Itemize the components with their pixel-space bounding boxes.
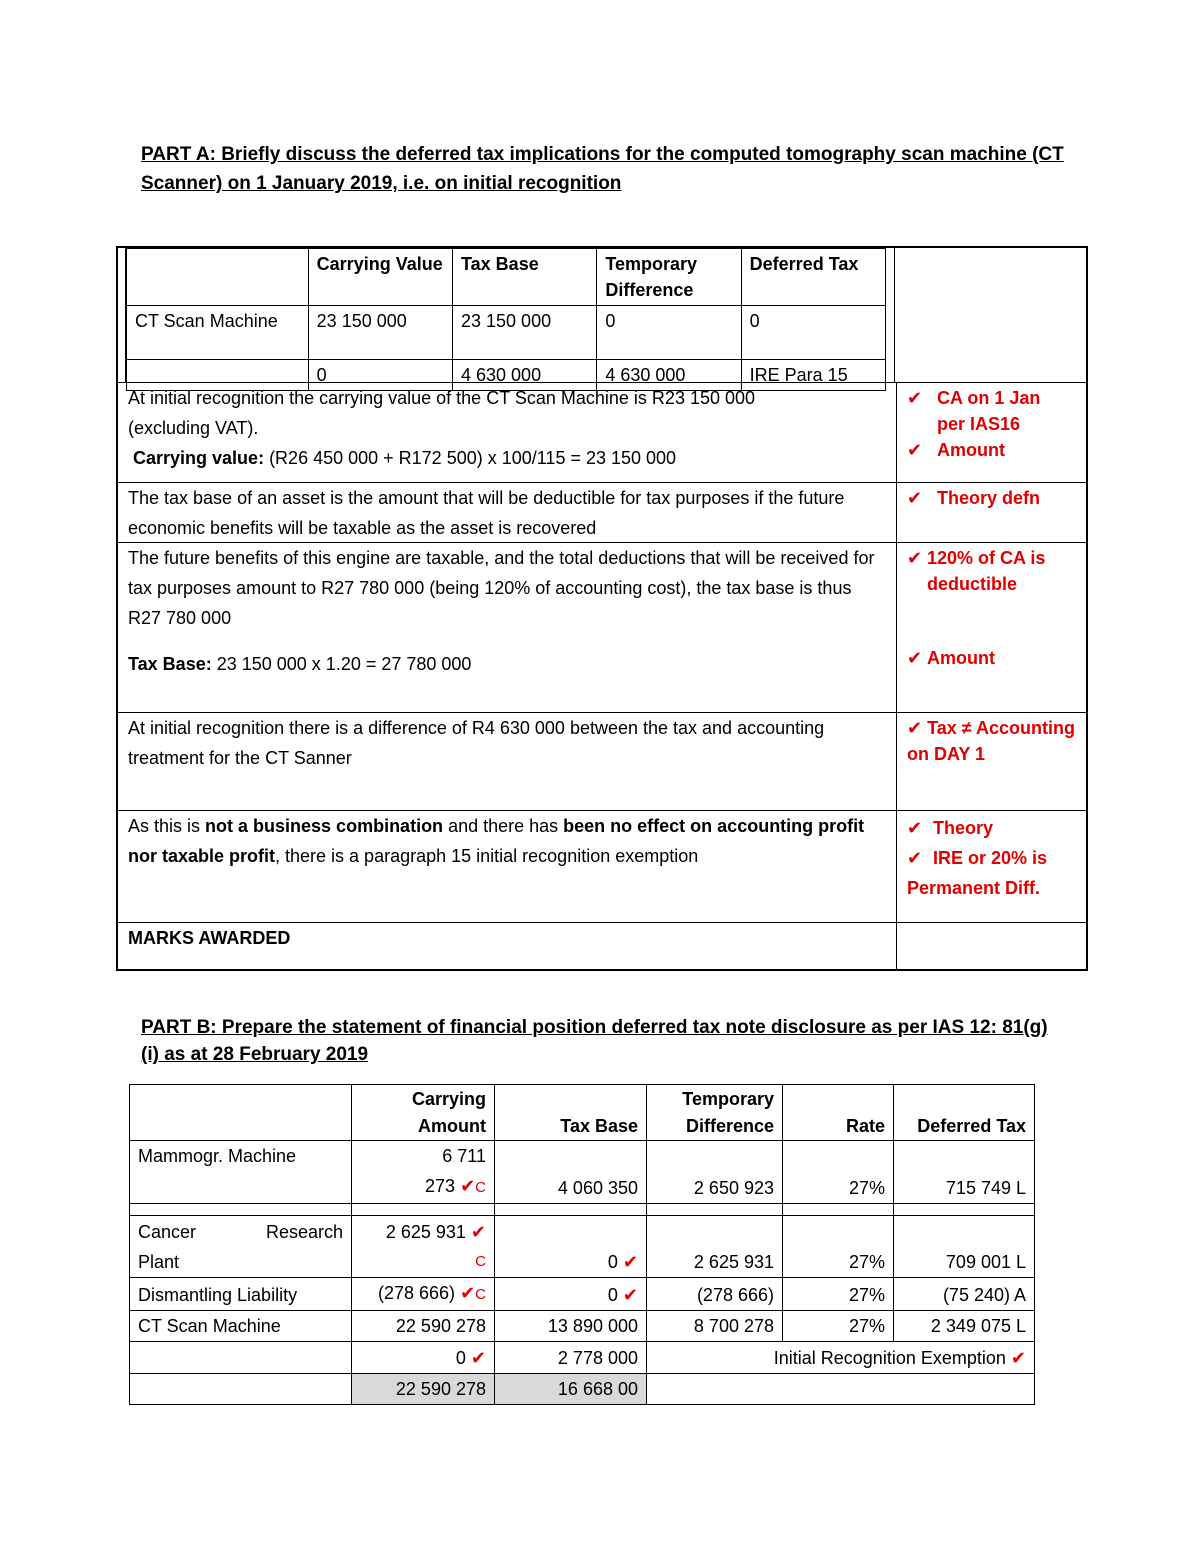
cell-value: 2 625 931 [385,1222,466,1242]
part-a-row-marks [118,922,1086,969]
mark-label: CA on 1 Jan per IAS16 [937,388,1041,434]
check-icon: ✔ [1010,1348,1026,1368]
check-icon: ✔ [907,718,923,738]
cell-value: 715 749 L [894,1141,1035,1204]
check-icon: ✔ [622,1285,638,1305]
marks-awarded-cell [896,923,1086,969]
calculation: (R26 450 000 + R172 500) x 100/115 = 23 150 000 [264,448,677,468]
part-a-table [116,246,1088,971]
check-icon: ✔ [907,648,923,668]
row-label: Mammogr. Machine [130,1141,352,1204]
cell-value: 13 890 000 [495,1311,647,1342]
check-icon: ✔ [907,440,923,460]
c-mark: C [475,1179,486,1196]
header-deferred-tax: Deferred Tax [741,249,885,306]
table-row [130,1342,1035,1374]
mark-label: Theory [933,818,994,838]
cell-value: 4 060 350 [495,1141,647,1204]
cell-value: (75 240) A [894,1278,1035,1311]
mark-label: Theory defn [937,488,1041,508]
label: Tax Base: [128,654,212,674]
header-temporary: Temporary [682,1089,774,1109]
table-cell: 23 150 000 [308,306,452,360]
part-b-table [129,1084,1035,1405]
table-cell: 23 150 000 [453,306,597,360]
mark-label: Amount [937,440,1005,460]
check-icon: ✔ [460,1283,476,1303]
check-icon: ✔ [907,818,923,838]
header-tax-base: Tax Base [453,249,597,306]
cell-value: (278 666) [377,1283,456,1303]
table-cell: 4 630 000 [453,360,597,391]
header-temporary-difference: Temporary Difference [597,249,741,306]
cell-value: 2 349 075 L [894,1311,1035,1342]
cell-value: 22 590 278 [352,1311,495,1342]
header-tax-base: Tax Base [495,1085,647,1141]
mark-label: Amount [927,648,995,668]
check-icon: ✔ [907,388,923,408]
table-cell: IRE Para 15 [741,360,885,391]
cell-value: 709 001 L [894,1216,1035,1278]
table-cell: 0 [741,306,885,360]
cell-value: 6 711 [442,1146,486,1166]
part-a-row-theory [118,482,1086,542]
row-label: Research [265,1222,343,1242]
part-b-heading: PART B: Prepare the statement of financial position deferred tax note disclosure as per IAS 12: 81(g)(i) as at 28 February 2019 [141,1017,1048,1065]
cell-value: 2 625 931 [647,1216,783,1278]
header-carrying: Carrying [411,1089,486,1109]
cell-value: (278 666) [647,1278,783,1311]
mark-label: 120% of CA is deductible [927,548,1046,594]
cell-value: 2 778 000 [495,1342,647,1374]
header-difference: Difference [685,1116,774,1136]
header-amount: Amount [418,1116,486,1136]
check-icon: ✔ [622,1252,638,1272]
table-cell: 4 630 000 [597,360,741,391]
cell-value: 27% [783,1216,894,1278]
separator-row [130,1204,1035,1216]
paragraph: The tax base of an asset is the amount that will be deductible for tax purposes if the future economic benefits will be taxable as the asset is recovered [128,488,845,538]
marks-awarded-label: MARKS AWARDED [128,928,291,948]
ire-note: Initial Recognition Exemption [773,1348,1006,1368]
emphasis: not a business combination [205,816,444,836]
total-row [130,1374,1035,1405]
mark-label: Permanent Diff. [907,878,1041,898]
check-icon: ✔ [470,1348,486,1368]
c-mark: C [475,1286,486,1303]
paragraph: The future benefits of this engine are taxable, and the total deductions that will be received for tax purposes amount to R27 780 000 (being 120% of accounting cost), the tax base is thus R27 780 000 [128,548,875,628]
cell-value: 27% [783,1141,894,1204]
part-a-summary-table [125,248,888,385]
total-carrying: 22 590 278 [352,1374,495,1405]
mark-label: IRE or 20% is [933,848,1048,868]
paragraph: At initial recognition the carrying value of the CT Scan Machine is R23 150 000 [128,388,756,408]
row-label: Cancer [138,1222,197,1242]
text: and there has [443,816,564,836]
cell-value: 0 [455,1348,466,1368]
table-row [130,1278,1035,1311]
header-empty [127,249,309,306]
part-a-row-exemption [118,810,1086,922]
total-tax-base: 16 668 00 [495,1374,647,1405]
check-icon: ✔ [907,848,923,868]
row-label: Dismantling Liability [130,1278,352,1311]
mark-label: Tax ≠ Accounting on DAY 1 [907,718,1075,764]
paragraph: (excluding VAT). [128,418,259,438]
cell-value: 2 650 923 [647,1141,783,1204]
header-carrying-value: Carrying Value [308,249,452,306]
table-row [130,1141,1035,1204]
table-cell: 0 [597,306,741,360]
c-mark: C [475,1253,486,1270]
cell-value: 273 [425,1176,456,1196]
cell-value: 8 700 278 [647,1311,783,1342]
check-icon: ✔ [907,488,923,508]
check-icon: ✔ [907,548,923,568]
row-label: CT Scan Machine [130,1311,352,1342]
table-cell: 0 [308,360,452,391]
part-a-row-tax-base [118,542,1086,712]
paragraph: At initial recognition there is a difference of R4 630 000 between the tax and accounting treatment for the CT Sanner [128,718,825,768]
table-row [130,1311,1035,1342]
table-row [130,1216,1035,1278]
table-header-row [130,1085,1035,1141]
row-label: Plant [138,1252,180,1272]
cell-value: 0 [607,1252,618,1272]
cell-value: 27% [783,1278,894,1311]
part-a-row-difference [118,712,1086,810]
text: , there is a paragraph 15 initial recognition exemption [275,846,699,866]
text: As this is [128,816,206,836]
table-cell: CT Scan Machine [127,306,309,360]
calculation: 23 150 000 x 1.20 = 27 780 000 [211,654,472,674]
cell-value: 0 [607,1285,618,1305]
part-a-marks-header-cell [894,248,1087,382]
part-a-row-carrying-value [118,382,1086,482]
cell-value: 27% [783,1311,894,1342]
check-icon: ✔ [460,1176,476,1196]
label: Carrying value: [133,448,265,468]
part-a-heading: PART A: Briefly discuss the deferred tax implications for the computed tomography scan machine (CT Scanner) on 1 January 2019, i.e. on initial recognition [141,144,1064,194]
emphasis: been no effect on accounting profit nor taxable profit [128,816,865,866]
header-deferred-tax: Deferred Tax [894,1085,1035,1141]
header-rate: Rate [783,1085,894,1141]
check-icon: ✔ [470,1222,486,1242]
